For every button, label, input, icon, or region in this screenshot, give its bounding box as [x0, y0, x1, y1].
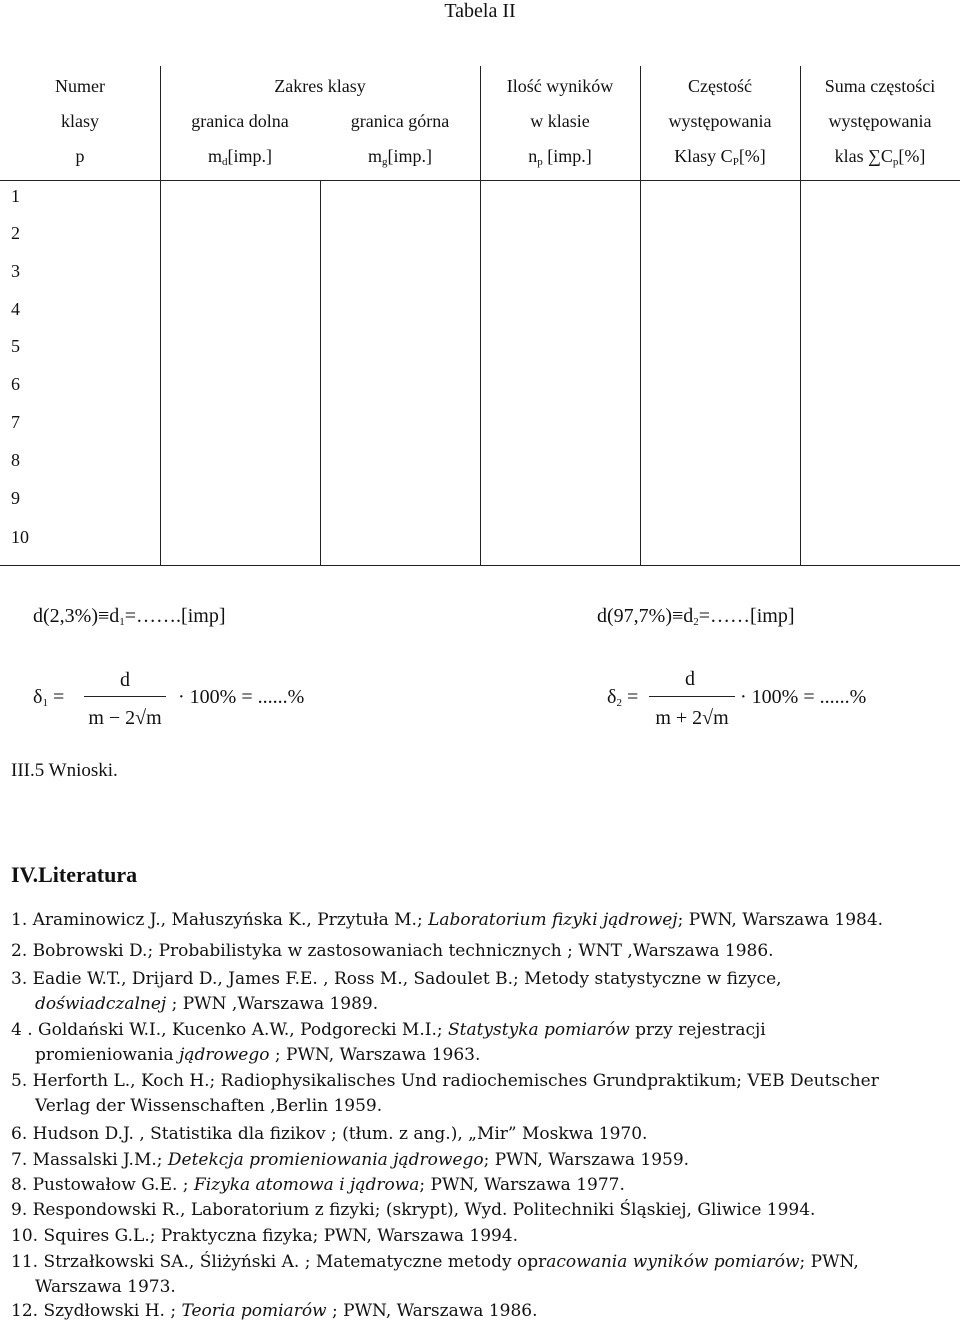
bibliography-entry — [11, 1252, 859, 1272]
bibliography-entry-text — [11, 1277, 176, 1297]
header-suma — [800, 76, 960, 172]
fraction-bar — [649, 696, 735, 697]
delta2-denominator: m + 2√m — [655, 707, 729, 729]
bibliography-entry — [11, 1277, 176, 1297]
delta1-symbol: $\delta_1$ = — [33, 686, 65, 709]
bibliography-entry — [11, 1150, 689, 1170]
bibliography-entry-text — [11, 1301, 537, 1321]
bibliography-entry — [11, 1301, 537, 1321]
header-czestosc — [640, 76, 800, 172]
formula-d2: $d(97,7\%)\equiv d_2=\dots\dots[imp]$ — [597, 605, 795, 628]
table-bottom-border — [0, 565, 960, 566]
bibliography-entry — [11, 910, 883, 930]
bibliography-text: 7. Massalski J.M.; — [11, 1150, 168, 1170]
header-dolna-line1: granica dolna — [191, 111, 289, 131]
bibliography-text: 8. Pustowałow G.E. ; — [11, 1175, 194, 1195]
column-divider — [320, 180, 321, 565]
bibliography-text: Warszawa 1973. — [35, 1277, 176, 1297]
bibliography-entry — [11, 1175, 625, 1195]
row-number: 4 — [11, 299, 20, 319]
fraction-bar — [84, 696, 166, 697]
bibliography-title-italic: Detekcja promieniowania jądrowego — [167, 1150, 484, 1170]
bibliography-entry — [11, 1071, 879, 1091]
delta2-tail: · 100% = ......% — [740, 686, 867, 708]
bibliography-entry-text — [11, 1175, 625, 1195]
bibliography-text: promieniowania — [35, 1045, 180, 1065]
delta2-numerator: d — [685, 668, 695, 690]
section-wnioski: III.5 Wnioski. — [11, 760, 118, 781]
header-numer-line2: klasy — [61, 111, 99, 131]
bibliography-entry-text — [11, 1226, 518, 1246]
bibliography-entry-text — [11, 941, 774, 961]
bibliography-title-italic: Teoria pomiarów — [181, 1301, 327, 1321]
bibliography-entry-text — [11, 1200, 815, 1220]
bibliography-text: 3. Eadie W.T., Drijard D., James F.E. , Ross M., Sadoulet B.; Metody statystyczne w fizyce, — [11, 969, 782, 989]
bibliography-entry-text — [11, 1020, 766, 1040]
bibliography-text: 9. Respondowski R., Laboratorium z fizyki; (skrypt), Wyd. Politechniki Śląskiej, Gliwice 1994. — [11, 1200, 816, 1220]
bibliography-title-italic: acowania wyników pomiarów — [546, 1252, 800, 1272]
header-czestosc-line3: Klasy $C_P[\%]$ — [674, 146, 766, 168]
column-divider — [800, 66, 801, 565]
bibliography-text: 10. Squires G.L.; Praktyczna fizyka; PWN, Warszawa 1994. — [11, 1226, 519, 1246]
bibliography-entry — [11, 1020, 766, 1040]
formula-d1: $d(2,3\%)\equiv d_1=\dots\dots.[imp]$ — [33, 605, 226, 628]
bibliography-entry-text — [11, 994, 378, 1014]
column-divider — [160, 66, 161, 565]
bibliography-title-italic: Statystyka pomiarów — [447, 1020, 630, 1040]
row-number: 3 — [11, 261, 20, 281]
bibliography-title-italic: Fizyka atomowa i jądrowa — [193, 1175, 420, 1195]
bibliography-text: ; PWN, — [799, 1252, 859, 1272]
row-number: 5 — [11, 336, 20, 356]
section-literatura: IV.Literatura — [11, 862, 138, 887]
bibliography-entry — [11, 1226, 518, 1246]
bibliography-entry-text — [11, 1045, 480, 1065]
delta1-tail: · 100% = ......% — [178, 686, 305, 708]
header-czestosc-line1: Częstość — [688, 76, 752, 96]
header-dolna-line2: $m_d[imp.]$ — [207, 146, 272, 168]
bibliography-entry-text — [11, 1150, 689, 1170]
header-granica-dolna — [160, 111, 320, 172]
frequency-table — [0, 66, 960, 565]
bibliography-text: ; PWN, Warszawa 1977. — [419, 1175, 625, 1195]
bibliography-entry — [11, 1045, 480, 1065]
header-gorna-line1: granica górna — [350, 111, 450, 131]
bibliography-text: 1. Araminowicz J., Małuszyńska K., Przytuła M.; — [11, 910, 429, 930]
bibliography-entry-text — [11, 1124, 647, 1144]
bibliography-text: 6. Hudson D.J. , Statistika dla fizikov ; (tłum. z ang.), „Mir” Moskwa 1970. — [11, 1124, 648, 1144]
bibliography-entry-text — [11, 1252, 859, 1272]
bibliography-entry — [11, 1200, 815, 1220]
bibliography-entry — [11, 969, 782, 989]
bibliography-text: ; PWN, Warszawa 1959. — [483, 1150, 690, 1170]
bibliography-entry — [11, 1124, 647, 1144]
row-number: 2 — [11, 223, 20, 243]
header-ilosc-line3: $n_p$ [imp.] — [528, 146, 592, 168]
row-number: 6 — [11, 374, 20, 394]
header-ilosc-line1: Ilość wyników — [506, 76, 614, 96]
bibliography-entry-text — [11, 969, 782, 989]
column-divider — [640, 66, 641, 565]
bibliography-entry-text — [11, 1096, 382, 1116]
bibliography-text: ; PWN, Warszawa 1963. — [269, 1045, 481, 1065]
bibliography-entry — [11, 994, 378, 1014]
bibliography-text: ; PWN, Warszawa 1986. — [326, 1301, 538, 1321]
bibliography-title-italic: Laboratorium fizyki jądrowej — [428, 910, 678, 930]
row-number: 9 — [11, 488, 20, 508]
row-number: 7 — [11, 412, 20, 432]
bibliography-title-italic: jądrowego — [179, 1045, 270, 1065]
bibliography-text: 5. Herforth L., Koch H.; Radiophysikalisches Und radiochemisches Grundpraktikum; VEB Deutscher — [11, 1071, 879, 1091]
delta2-symbol: $\delta_2$ = — [607, 686, 639, 709]
header-suma-line2: występowania — [828, 111, 932, 131]
row-number: 1 — [11, 186, 20, 206]
row-number: 8 — [11, 450, 20, 470]
bibliography-text: 4 . Goldański W.I., Kucenko A.W., Podgorecki M.I.; — [11, 1020, 448, 1040]
delta1-numerator: d — [120, 669, 130, 691]
bibliography-entry-text — [11, 910, 883, 930]
header-numer — [0, 76, 160, 166]
row-number: 10 — [11, 527, 29, 547]
header-ilosc — [480, 76, 640, 172]
bibliography-text: 12. Szydłowski H. ; — [11, 1301, 182, 1321]
header-zakres: Zakres klasy — [274, 76, 366, 96]
bibliography-text: ; PWN ,Warszawa 1989. — [166, 994, 379, 1014]
bibliography-title-italic: doświadczalnej — [35, 994, 167, 1014]
header-suma-line1: Suma częstości — [824, 76, 936, 96]
header-czestosc-line2: występowania — [668, 111, 772, 131]
header-suma-line3: klas $\sum C_p[\%]$ — [834, 146, 926, 168]
header-numer-line1: Numer — [55, 76, 105, 96]
header-numer-line3: p — [75, 146, 85, 166]
bibliography-text: 11. Strzałkowski SA., Śliżyński A. ; Matematyczne metody opr — [11, 1252, 547, 1272]
bibliography-text: 2. Bobrowski D.; Probabilistyka w zastosowaniach technicznych ; WNT ,Warszawa 1986. — [11, 941, 774, 961]
bibliography-text: ; PWN, Warszawa 1984. — [677, 910, 884, 930]
bibliography-text: przy rejestracji — [629, 1020, 766, 1040]
header-gorna-line2: $m_g[imp.]$ — [367, 146, 432, 168]
bibliography-entry — [11, 1096, 382, 1116]
bibliography-text: Verlag der Wissenschaften ,Berlin 1959. — [35, 1096, 383, 1116]
bibliography-entry-text — [11, 1071, 879, 1091]
page-title: Tabela II — [444, 0, 516, 22]
header-granica-gorna — [320, 111, 480, 172]
delta1-denominator: m − 2√m — [88, 707, 162, 729]
bibliography-entry — [11, 941, 774, 961]
header-ilosc-line2: w klasie — [530, 111, 590, 131]
column-divider — [480, 66, 481, 565]
